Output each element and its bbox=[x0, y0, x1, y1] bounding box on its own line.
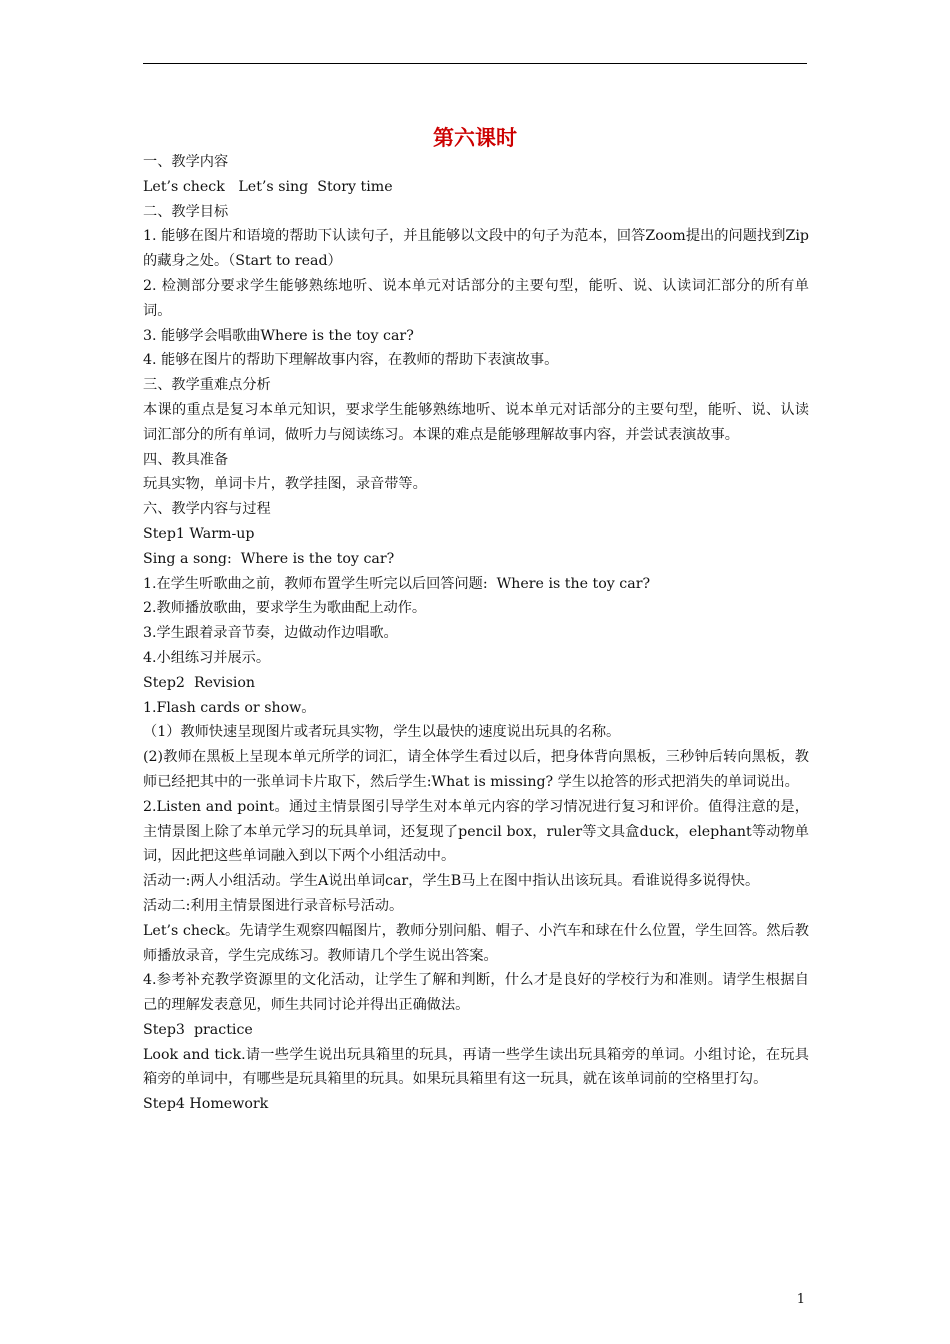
paragraph: (2)教师在黑板上呈现本单元所学的词汇，请全体学生看过以后，把身体背向黑板，三秒钟后转向黑板，教师已经把其中的一张单词卡片取下，然后学生:What is missing? 学生以抢答的形式把消失的单词说出。 bbox=[143, 749, 809, 790]
step-heading: Step3 practice bbox=[143, 1021, 253, 1038]
section-heading: 二、教学目标 bbox=[143, 203, 229, 220]
paragraph: 活动一:两人小组活动。学生A说出单词car，学生B马上在图中指认出该玩具。看谁说得多说得快。 bbox=[143, 873, 760, 890]
paragraph: 2.教师播放歌曲，要求学生为歌曲配上动作。 bbox=[143, 600, 427, 617]
paragraph: 4.参考补充教学资源里的文化活动，让学生了解和判断，什么才是良好的学校行为和准则。请学生根据自己的理解发表意见，师生共同讨论并得出正确做法。 bbox=[143, 972, 809, 1014]
step-heading: Step4 Homework bbox=[143, 1096, 269, 1113]
paragraph: 活动二:利用主情景图进行录音标号活动。 bbox=[143, 897, 404, 914]
header-rule bbox=[143, 63, 807, 64]
paragraph: Let’s check。先请学生观察四幅图片，教师分别问船、帽子、小汽车和球在什么位置，学生回答。然后教师播放录音，学生完成练习。教师请几个学生说出答案。 bbox=[143, 922, 809, 964]
lesson-title: 第六课时 bbox=[433, 126, 517, 150]
paragraph: （1）教师快速呈现图片或者玩具实物，学生以最快的速度说出玩具的名称。 bbox=[143, 724, 621, 741]
document-body bbox=[143, 150, 809, 1117]
paragraph: Look and tick.请一些学生说出玩具箱里的玩具，再请一些学生读出玩具箱旁的单词。小组讨论，在玩具箱旁的单词中，有哪些是玩具箱里的玩具。如果玩具箱里有这一玩具，就在该单词前的空格里打勾。 bbox=[143, 1046, 809, 1088]
section-heading: 一、教学内容 bbox=[143, 154, 229, 170]
step-heading: Step1 Warm-up bbox=[143, 525, 255, 542]
paragraph: 1.在学生听歌曲之前，教师布置学生听完以后回答问题: Where is the toy car? bbox=[143, 575, 651, 592]
section-heading: 三、教学重难点分析 bbox=[143, 377, 271, 394]
section-heading: 六、教学内容与过程 bbox=[143, 501, 271, 518]
paragraph: 1. 能够在图片和语境的帮助下认读句子，并且能够以文段中的句子为范本，回答Zoom提出的问题找到Zip的藏身之处。（Start to read） bbox=[143, 228, 809, 270]
step-heading: Step2 Revision bbox=[143, 674, 256, 691]
section-heading: 四、教具准备 bbox=[143, 451, 229, 468]
paragraph: 2. 检测部分要求学生能够熟练地听、说本单元对话部分的主要句型，能听、说、认读词汇部分的所有单词。 bbox=[143, 277, 809, 319]
paragraph: 1.Flash cards or show。 bbox=[143, 699, 316, 716]
paragraph: 玩具实物，单词卡片，教学挂图，录音带等。 bbox=[143, 476, 427, 493]
paragraph: 4. 能够在图片的帮助下理解故事内容，在教师的帮助下表演故事。 bbox=[143, 352, 559, 369]
paragraph: 本课的重点是复习本单元知识，要求学生能够熟练地听、说本单元对话部分的主要句型，能听、说、认读词汇部分的所有单词，做听力与阅读练习。本课的难点是能够理解故事内容，并尝试表演故事。 bbox=[143, 401, 809, 443]
paragraph: 4.小组练习并展示。 bbox=[143, 649, 271, 666]
paragraph: Let’s check Let’s sing Story time bbox=[143, 178, 393, 195]
paragraph: 3.学生跟着录音节奏，边做动作边唱歌。 bbox=[143, 625, 398, 642]
paragraph: 3. 能够学会唱歌曲Where is the toy car? bbox=[143, 327, 414, 344]
page-number: 1 bbox=[796, 1292, 805, 1307]
paragraph: Sing a song: Where is the toy car? bbox=[143, 550, 395, 567]
paragraph: 2.Listen and point。通过主情景图引导学生对本单元内容的学习情况进行复习和评价。值得注意的是，主情景图上除了本单元学习的玩具单词，还复现了pencil box，ruler等文具盒duck，elephant等动物单词，因此把这些单词融入到以下两个小组活动中。 bbox=[143, 798, 809, 865]
